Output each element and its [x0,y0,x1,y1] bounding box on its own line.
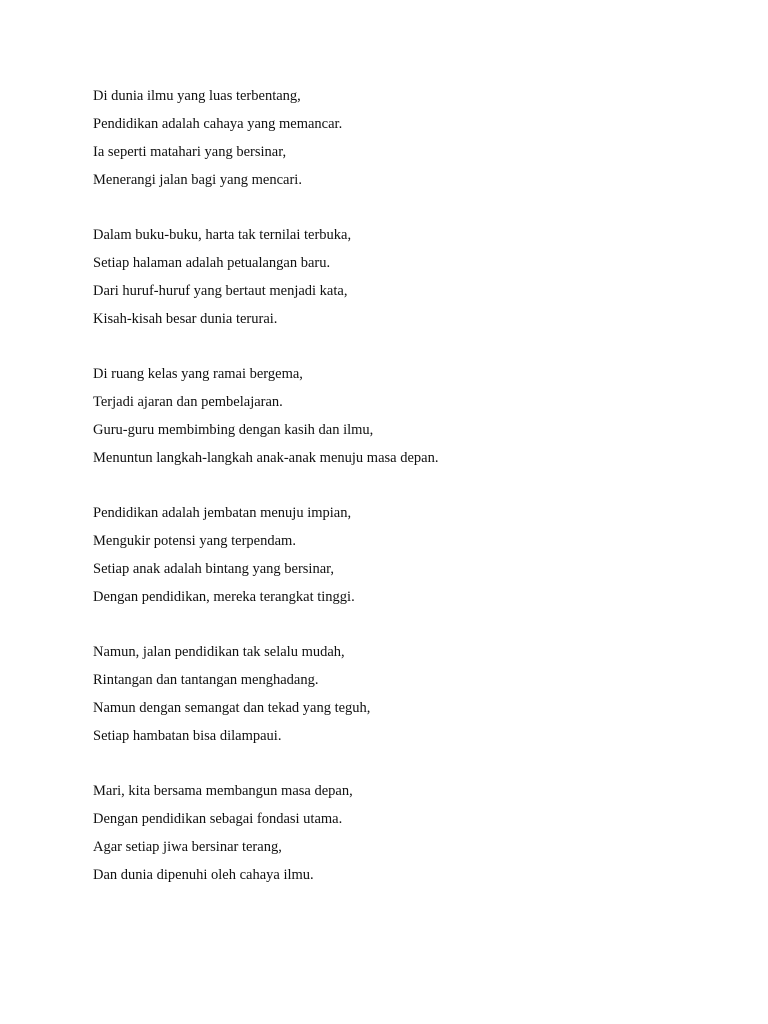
stanza-1 [93,86,713,198]
stanza-2 [93,225,713,337]
poem-line: Terjadi ajaran dan pembelajaran. [93,394,283,410]
poem-line: Menerangi jalan bagi yang mencari. [93,172,302,188]
poem-line: Menuntun langkah-langkah anak-anak menuju masa depan. [93,450,439,466]
poem-line: Pendidikan adalah jembatan menuju impian, [93,505,352,521]
poem-line: Dengan pendidikan, mereka terangkat tinggi. [93,589,355,605]
poem-line: Agar setiap jiwa bersinar terang, [93,839,282,855]
poem-line: Dengan pendidikan sebagai fondasi utama. [93,811,343,827]
poem-line: Mengukir potensi yang terpendam. [93,533,296,549]
stanza-4 [93,503,713,615]
stanza-3 [93,364,713,476]
poem-line: Dalam buku-buku, harta tak ternilai terbuka, [93,227,352,243]
poem-line: Namun dengan semangat dan tekad yang teguh, [93,700,371,716]
poem-line: Dari huruf-huruf yang bertaut menjadi kata, [93,283,348,299]
poem-line: Ia seperti matahari yang bersinar, [93,144,287,160]
poem-line: Guru-guru membimbing dengan kasih dan ilmu, [93,422,374,438]
stanza-5 [93,642,713,754]
poem-line: Di dunia ilmu yang luas terbentang, [93,88,301,104]
poem-line: Mari, kita bersama membangun masa depan, [93,783,353,799]
poem-line: Rintangan dan tantangan menghadang. [93,672,319,688]
poem-line: Setiap hambatan bisa dilampaui. [93,728,282,744]
poem-line: Kisah-kisah besar dunia terurai. [93,311,278,327]
poem-line: Setiap halaman adalah petualangan baru. [93,255,331,271]
poem-line: Setiap anak adalah bintang yang bersinar, [93,561,334,577]
stanza-6 [93,781,713,893]
poem-body [93,86,713,920]
poem-line: Namun, jalan pendidikan tak selalu mudah, [93,644,345,660]
poem-line: Di ruang kelas yang ramai bergema, [93,366,303,382]
poem-line: Pendidikan adalah cahaya yang memancar. [93,116,343,132]
poem-line: Dan dunia dipenuhi oleh cahaya ilmu. [93,867,314,883]
